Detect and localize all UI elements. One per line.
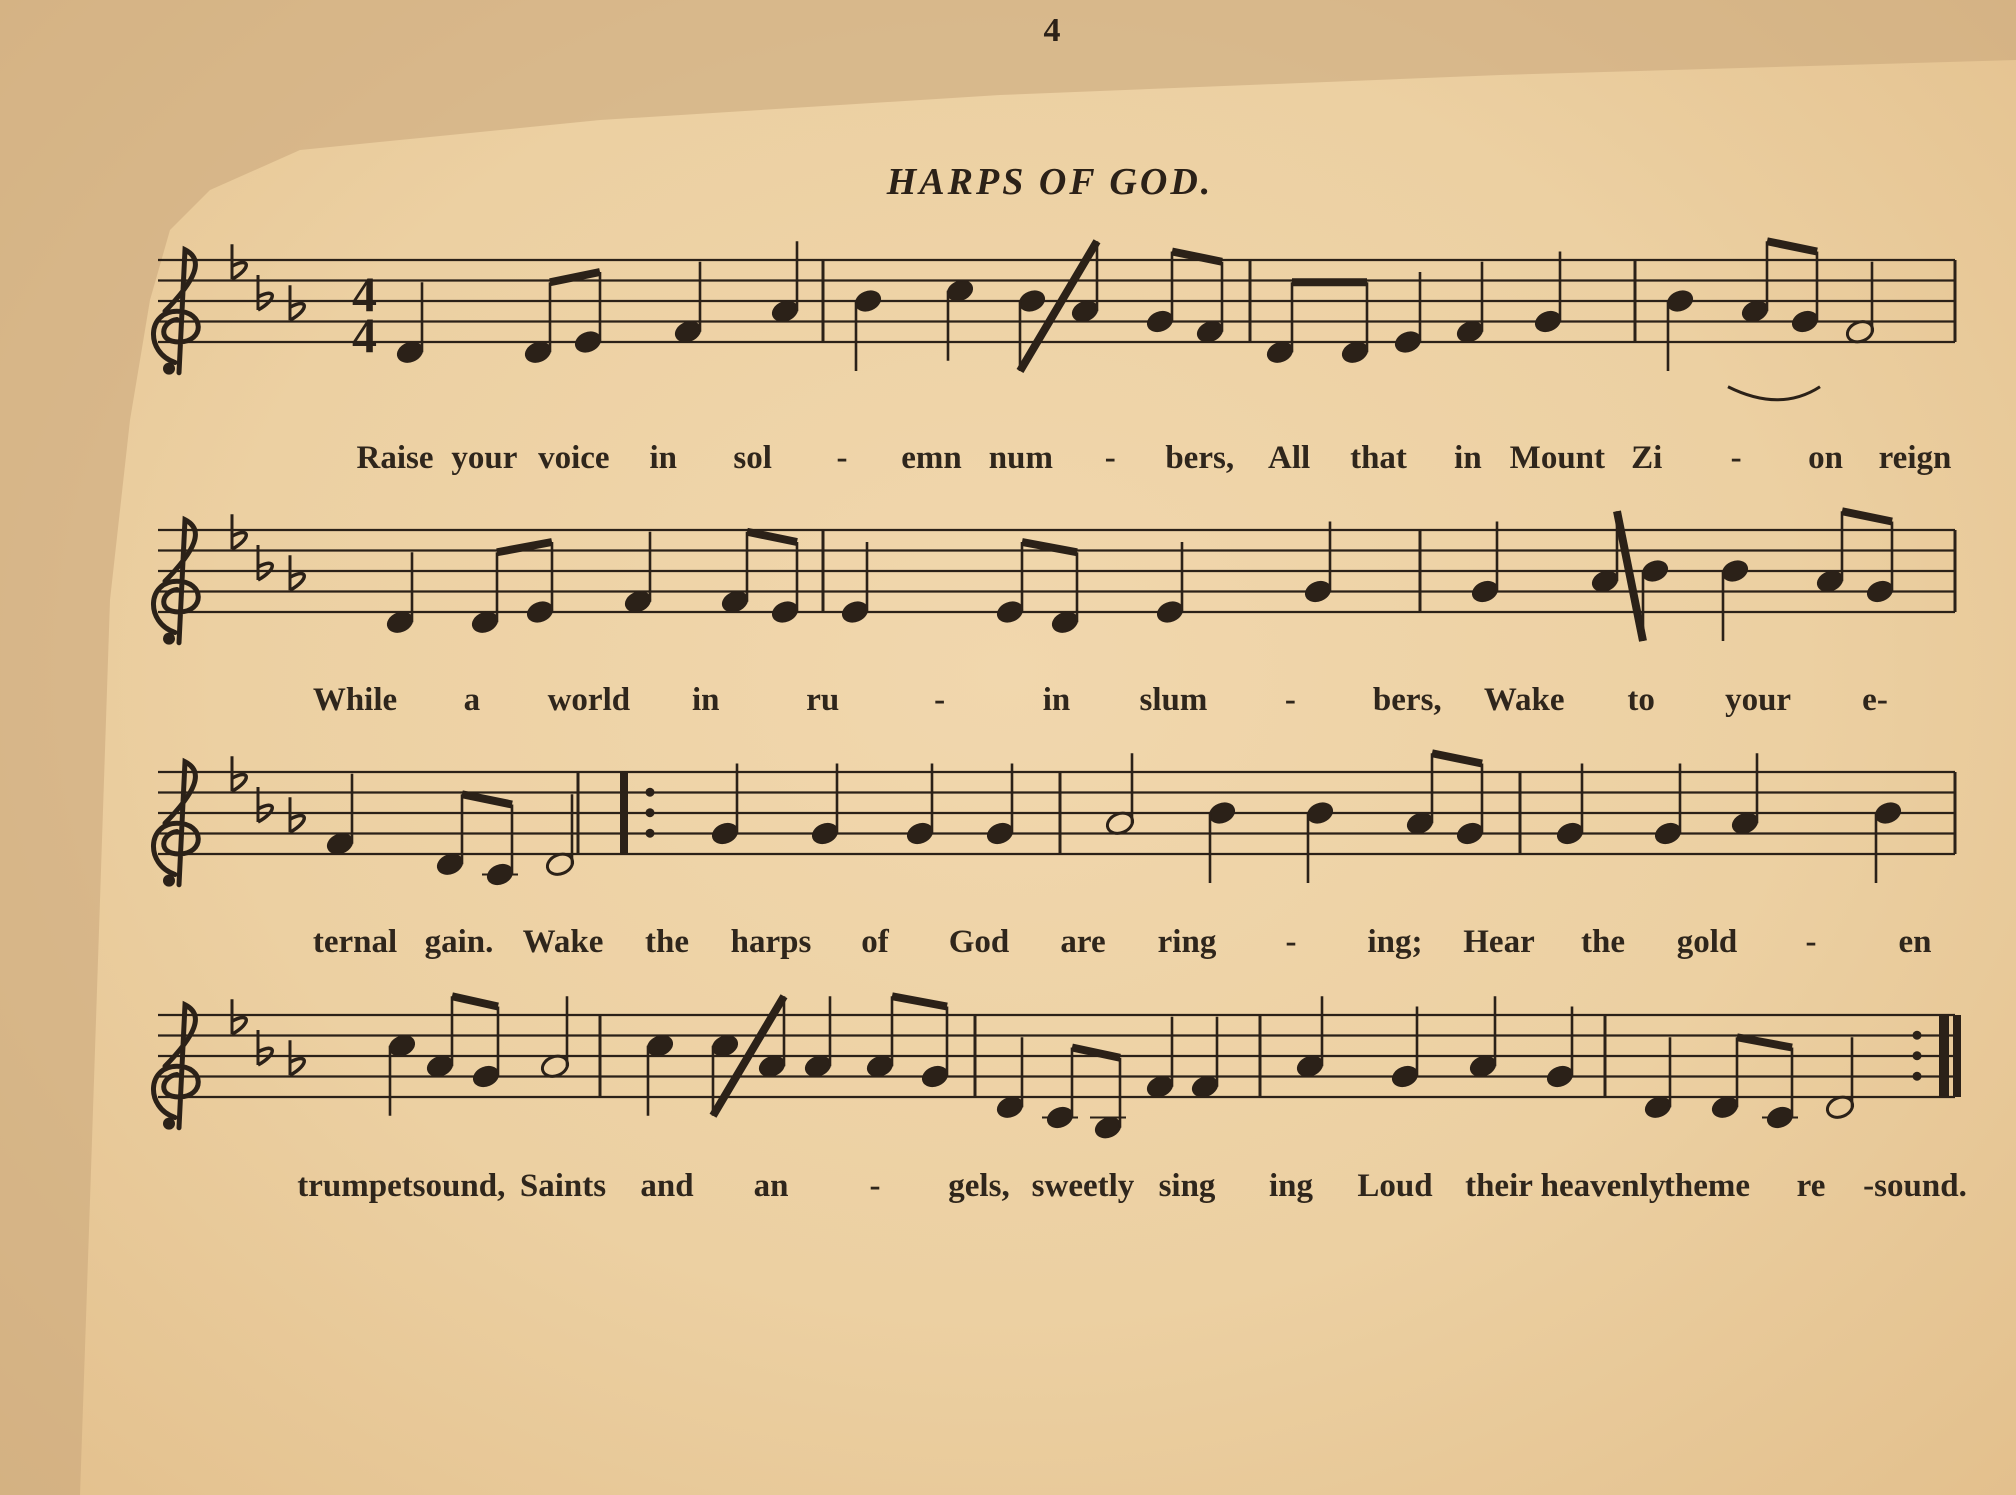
flat-icon (232, 514, 246, 549)
note (1090, 1058, 1126, 1142)
lyric-syllable: their (1465, 1168, 1533, 1204)
note (482, 805, 518, 889)
note (1049, 552, 1080, 636)
note (1872, 799, 1903, 883)
lyric-syllable: Zi (1631, 440, 1663, 476)
lyric-syllable: sweetly (1031, 1168, 1135, 1204)
note (1194, 262, 1225, 346)
lyric-syllable: a (463, 682, 481, 718)
lyric-syllable: that (1350, 440, 1407, 476)
note (802, 996, 833, 1080)
lyric-syllable: in (649, 440, 677, 476)
note (544, 794, 575, 878)
lyric-syllable: gels, (948, 1168, 1010, 1204)
lyric-syllable: - (1285, 924, 1297, 960)
lyric-syllable: theme (1663, 1168, 1751, 1204)
lyric-syllable: e- (1862, 682, 1888, 718)
lyric-syllable: in (692, 682, 720, 718)
staff-system-2 (0, 500, 2016, 660)
note (769, 542, 800, 626)
note (1664, 287, 1695, 371)
note (994, 1037, 1025, 1121)
lyric-syllable: your (451, 440, 518, 476)
flat-icon (290, 555, 304, 590)
flat-icon (232, 756, 246, 791)
lyric-syllable: of (861, 924, 889, 960)
note (1532, 252, 1563, 336)
lyric-syllable: the (645, 924, 689, 960)
lyric-syllable: bers, (1165, 440, 1235, 476)
lyric-syllable: trumpet (297, 1168, 413, 1204)
lyric-syllable: harps (730, 924, 812, 960)
note (1824, 1037, 1855, 1121)
treble-clef-icon (153, 762, 198, 885)
note (984, 764, 1015, 848)
lyric-syllable: Raise (356, 440, 434, 476)
note (1844, 262, 1875, 346)
note (1294, 996, 1325, 1080)
note (1144, 1017, 1175, 1101)
lyric-syllable: ternal (312, 924, 398, 960)
note (919, 1007, 950, 1091)
note (1544, 1007, 1575, 1091)
lyric-syllable: bers, (1372, 682, 1442, 718)
flat-icon (232, 999, 246, 1034)
lyric-syllable: in (1042, 682, 1071, 718)
note (1864, 522, 1895, 606)
lyric-syllable: ing; (1367, 924, 1423, 960)
note (1789, 252, 1820, 336)
lyric-syllable: - (836, 440, 848, 476)
note (769, 241, 800, 325)
lyric-syllable: - (1104, 440, 1116, 476)
repeat-end-icon (1939, 1015, 1949, 1097)
lyric-syllable: Wake (522, 924, 604, 960)
staff-system-3 (0, 742, 2016, 902)
note (839, 542, 870, 626)
lyric-syllable: gain. (424, 924, 494, 960)
note (1454, 262, 1485, 346)
lyric-syllable: slum (1139, 682, 1208, 718)
note (672, 262, 703, 346)
note (1304, 799, 1335, 883)
note (394, 282, 425, 366)
flat-icon (290, 285, 304, 320)
lyric-syllable: re (1796, 1168, 1826, 1204)
lyric-syllable: emn (901, 440, 962, 476)
note (539, 996, 570, 1080)
lyric-syllable: God (948, 924, 1010, 960)
note (1642, 1037, 1673, 1121)
lyric-syllable: - (1284, 682, 1296, 718)
note (1392, 272, 1423, 356)
flat-icon (290, 797, 304, 832)
lyric-syllable: the (1581, 924, 1625, 960)
note (1454, 764, 1485, 848)
lyric-syllable: world (547, 682, 631, 718)
note (1469, 522, 1500, 606)
lyric-syllable: and (640, 1168, 694, 1204)
lyric-syllable: sound, (412, 1168, 506, 1204)
lyric-syllable: - (1730, 440, 1742, 476)
lyric-syllable: Loud (1357, 1168, 1433, 1204)
time-signature-top: 4 (352, 266, 377, 322)
note (1729, 753, 1760, 837)
note (809, 764, 840, 848)
note (1719, 557, 1750, 641)
note (324, 774, 355, 858)
lyric-syllable: gold (1676, 924, 1738, 960)
lyric-line-3 (0, 924, 2016, 968)
note (470, 1007, 501, 1091)
note (1639, 557, 1670, 641)
lyric-syllable: Saints (519, 1168, 607, 1204)
lyric-syllable: heavenly (1540, 1168, 1666, 1204)
note (524, 542, 555, 626)
note (1389, 1007, 1420, 1091)
note (1554, 764, 1585, 848)
lyric-syllable: Mount (1509, 440, 1606, 476)
lyric-syllable: - (869, 1168, 881, 1204)
lyric-syllable: ing (1268, 1168, 1314, 1204)
treble-clef-icon (153, 250, 198, 373)
lyric-syllable: ring (1157, 924, 1217, 960)
note (386, 1032, 417, 1116)
flat-icon (232, 244, 246, 279)
treble-clef-icon (153, 520, 198, 643)
note (944, 277, 975, 361)
lyric-syllable: Wake (1483, 682, 1565, 718)
note (904, 764, 935, 848)
note (644, 1032, 675, 1116)
note (1189, 1017, 1220, 1101)
note (852, 287, 883, 371)
note (1154, 542, 1185, 626)
lyric-syllable: -sound. (1863, 1168, 1967, 1204)
lyric-syllable: are (1060, 924, 1106, 960)
note (1302, 522, 1333, 606)
lyric-syllable: - (934, 682, 946, 718)
note (1652, 764, 1683, 848)
lyric-syllable: voice (538, 440, 610, 476)
page-number: 4 (1043, 12, 1061, 49)
repeat-start-icon (620, 772, 628, 854)
note (622, 532, 653, 616)
lyric-syllable: While (312, 682, 398, 718)
note (1104, 753, 1135, 837)
lyric-syllable: - (1805, 924, 1817, 960)
note (1762, 1048, 1798, 1132)
lyric-syllable: to (1627, 682, 1655, 718)
note (384, 552, 415, 636)
lyric-syllable: num (988, 440, 1053, 476)
staff-system-1 (0, 230, 2016, 390)
lyric-syllable: All (1268, 440, 1311, 476)
lyric-syllable: an (753, 1168, 789, 1204)
lyric-syllable: ru (806, 682, 840, 718)
note (1339, 282, 1370, 366)
lyric-line-1 (0, 440, 2016, 484)
lyric-line-2 (0, 682, 2016, 726)
lyric-syllable: sing (1158, 1168, 1216, 1204)
song-title: HARPS OF GOD. (886, 161, 1214, 203)
lyric-syllable: Hear (1463, 924, 1535, 960)
lyric-line-4 (0, 1168, 2016, 1212)
lyric-syllable: on (1808, 440, 1844, 476)
note (572, 272, 603, 356)
treble-clef-icon (153, 1005, 198, 1128)
lyric-syllable: your (1725, 682, 1792, 718)
note (1206, 799, 1237, 883)
lyric-syllable: en (1898, 924, 1932, 960)
time-signature-bottom: 4 (352, 307, 377, 363)
note (1467, 996, 1498, 1080)
note (709, 764, 740, 848)
flat-icon (290, 1040, 304, 1075)
lyric-syllable: sol (733, 440, 772, 476)
lyric-syllable: reign (1878, 440, 1952, 476)
staff-system-4 (0, 985, 2016, 1145)
lyric-syllable: in (1454, 440, 1482, 476)
